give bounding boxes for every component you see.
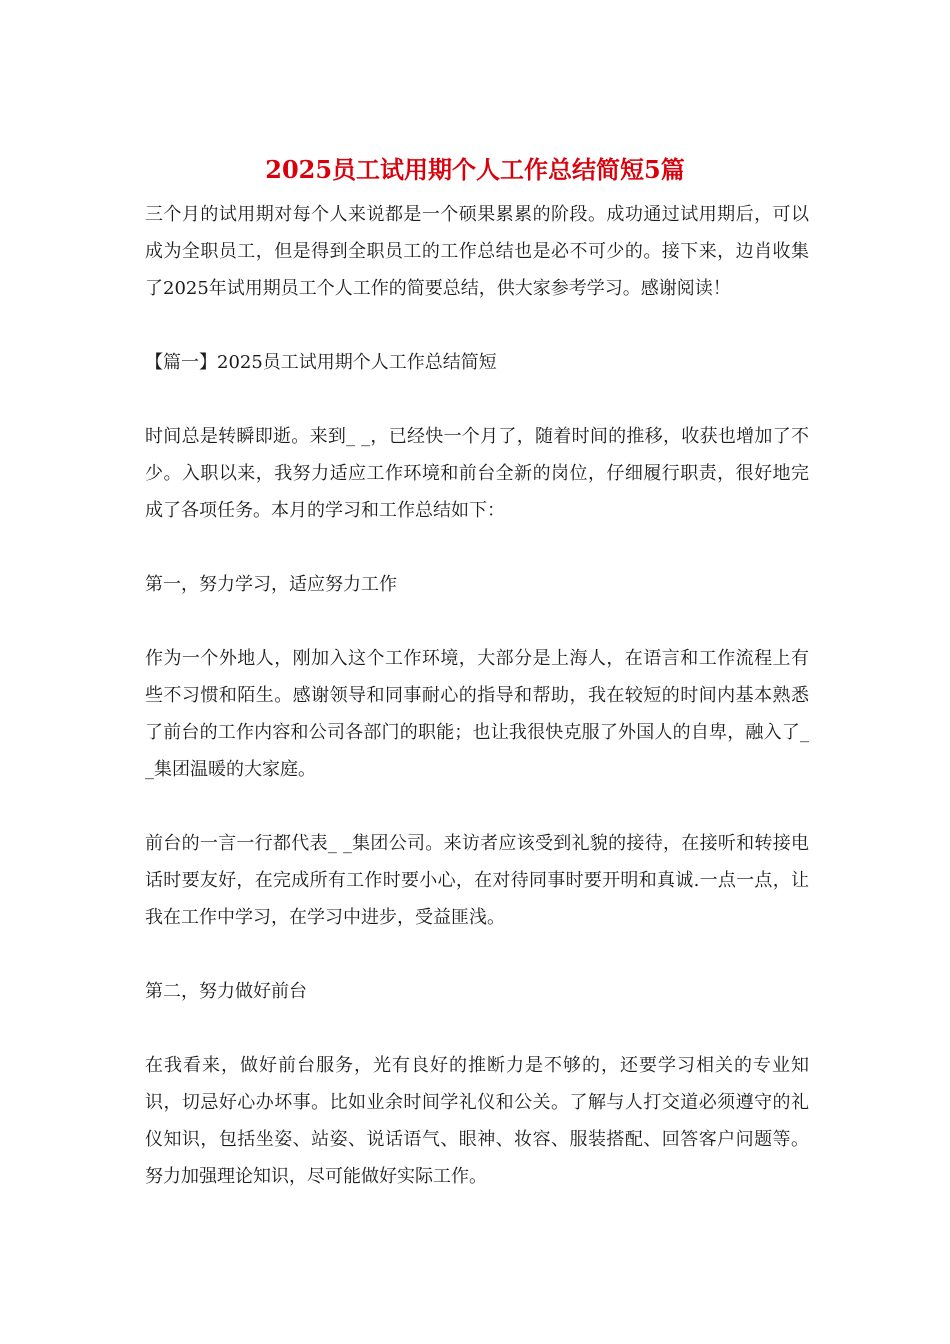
body-paragraph: 作为一个外地人，刚加入这个工作环境，大部分是上海人，在语言和工作流程上有些不习惯和陌生。感谢领导和同事耐心的指导和帮助，我在较短的时间内基本熟悉了前台的工作内容和公司各部门的职能；也让我很快克服了外国人的自卑，融入了_ _集团温暖的大家庭。 — [145, 648, 809, 780]
body-paragraph: 前台的一言一行都代表_ _集团公司。来访者应该受到礼貌的接待，在接听和转接电话时要友好，在完成所有工作时要小心，在对待同事时要开明和真诚.一点一点，让我在工作中学习，在学习中进步，受益匪浅。 — [145, 833, 809, 928]
document-body — [145, 196, 809, 1232]
document-title: 2025员工试用期个人工作总结简短5篇 — [265, 155, 685, 184]
intro-paragraph: 三个月的试用期对每个人来说都是一个硕果累累的阶段。成功通过试用期后，可以成为全职员工，但是得到全职员工的工作总结也是必不可少的。接下来，边肖收集了2025年试用期员工个人工作的简要总结，供大家参考学习。感谢阅读！ — [145, 204, 809, 299]
section-heading-part-one: 【篇一】2025员工试用期个人工作总结简短 — [145, 352, 497, 373]
body-paragraph: 时间总是转瞬即逝。来到_ _，已经快一个月了，随着时间的推移，收获也增加了不少。入职以来，我努力适应工作环境和前台全新的岗位，仔细履行职责，很好地完成了各项任务。本月的学习和工作总结如下： — [145, 426, 809, 521]
subheading-second: 第二，努力做好前台 — [145, 981, 307, 1002]
subheading-first: 第一，努力学习，适应努力工作 — [145, 574, 397, 595]
body-paragraph: 在我看来，做好前台服务，光有良好的推断力是不够的，还要学习相关的专业知识，切忌好心办坏事。比如业余时间学礼仪和公关。了解与人打交道必须遵守的礼仪知识，包括坐姿、站姿、说话语气、眼神、妆容、服装搭配、回答客户问题等。努力加强理论知识，尽可能做好实际工作。 — [145, 1055, 809, 1187]
